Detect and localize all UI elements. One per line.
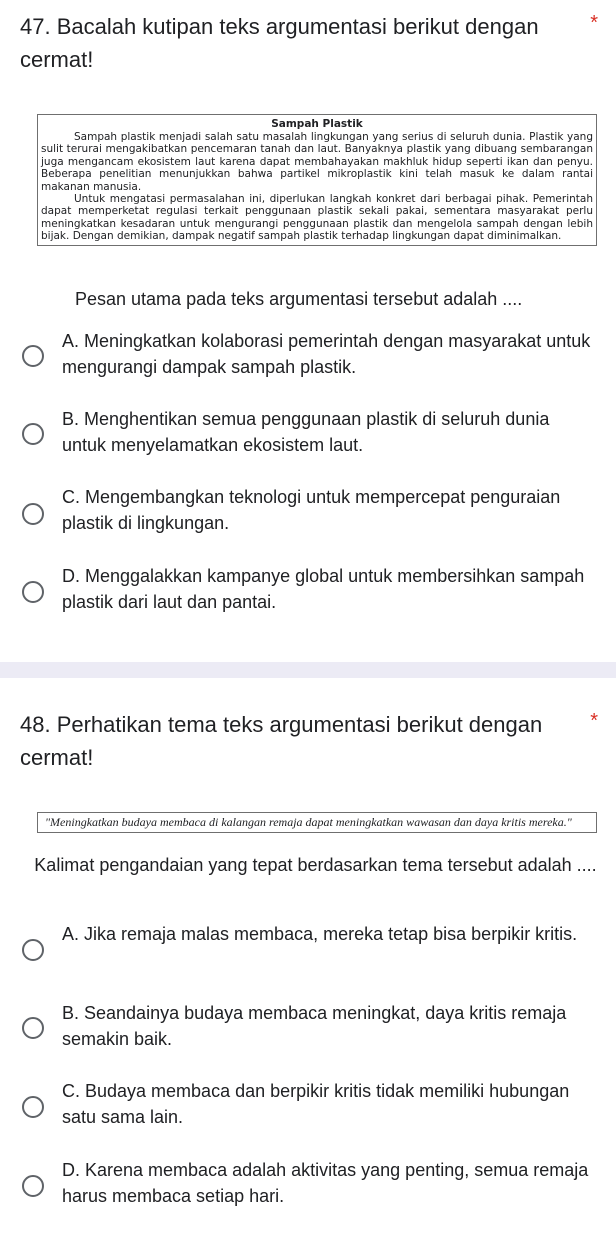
option-a[interactable] bbox=[0, 328, 616, 408]
question-prompt: Kalimat pengandaian yang tepat berdasarkan tema tersebut adalah .... bbox=[34, 855, 597, 875]
option-d[interactable] bbox=[0, 563, 616, 643]
question-prompt: Pesan utama pada teks argumentasi tersebut adalah .... bbox=[75, 289, 523, 309]
question-title: 47. Bacalah kutipan teks argumentasi berikut dengan cermat! bbox=[20, 14, 539, 72]
option-label: D. Karena membaca adalah aktivitas yang penting, semua remaja harus membaca setiap hari. bbox=[62, 1160, 589, 1206]
radio-circle-icon[interactable] bbox=[22, 939, 44, 961]
option-label: C. Budaya membaca dan berpikir kritis tidak memiliki hubungan satu sama lain. bbox=[62, 1081, 570, 1127]
radio-circle-icon[interactable] bbox=[22, 423, 44, 445]
passage-box bbox=[37, 114, 597, 246]
theme-quote-box bbox=[37, 812, 597, 833]
radio-circle-icon[interactable] bbox=[22, 345, 44, 367]
option-d[interactable] bbox=[0, 1157, 616, 1237]
option-label: A. Jika remaja malas membaca, mereka tetap bisa berpikir kritis. bbox=[62, 924, 578, 944]
option-label: A. Meningkatkan kolaborasi pemerintah dengan masyarakat untuk mengurangi dampak sampah plastik. bbox=[62, 331, 591, 377]
question-48 bbox=[0, 678, 616, 1252]
passage-paragraph: Sampah plastik menjadi salah satu masalah lingkungan yang serius di seluruh dunia. Plastik yang sulit terurai mengakibatkan pencemaran tanah dan laut. Banyaknya plastik yang dibuang sembarangan juga mengancam ekosistem laut karena dapat membahayakan makhluk hidup seperti ikan dan penyu. Beberapa penelitian menunjukkan bahwa partikel mikroplastik kini telah masuk ke dalam rantai makanan manusia. bbox=[41, 131, 593, 193]
radio-circle-icon[interactable] bbox=[22, 581, 44, 603]
option-label: D. Menggalakkan kampanye global untuk membersihkan sampah plastik dari laut dan pantai. bbox=[62, 566, 585, 612]
option-c[interactable] bbox=[0, 1078, 616, 1158]
required-asterisk: * bbox=[590, 12, 598, 34]
option-a[interactable] bbox=[0, 921, 616, 1001]
option-label: B. Seandainya budaya membaca meningkat, daya kritis remaja semakin baik. bbox=[62, 1003, 567, 1049]
question-title: 48. Perhatikan tema teks argumentasi berikut dengan cermat! bbox=[20, 712, 543, 770]
option-b[interactable] bbox=[0, 406, 616, 486]
required-asterisk: * bbox=[590, 710, 598, 732]
radio-circle-icon[interactable] bbox=[22, 1017, 44, 1039]
passage-paragraph: Untuk mengatasi permasalahan ini, diperlukan langkah konkret dari berbagai pihak. Pemerintah dapat memperketat regulasi terkait penggunaan plastik sekali pakai, sementara masyarakat perlu meningkatkan kesadaran untuk mengurangi penggunaan plastik dan mengelola sampah dengan lebih bijak. Dengan demikian, dampak negatif sampah plastik terhadap lingkungan dapat diminimalkan. bbox=[41, 193, 593, 243]
option-b[interactable] bbox=[0, 1000, 616, 1080]
option-label: B. Menghentikan semua penggunaan plastik di seluruh dunia untuk menyelamatkan ekosistem laut. bbox=[62, 409, 550, 455]
option-label: C. Mengembangkan teknologi untuk mempercepat penguraian plastik di lingkungan. bbox=[62, 487, 561, 533]
option-c[interactable] bbox=[0, 484, 616, 564]
radio-circle-icon[interactable] bbox=[22, 1175, 44, 1197]
passage-title: Sampah Plastik bbox=[271, 118, 363, 130]
section-divider bbox=[0, 662, 616, 678]
radio-circle-icon[interactable] bbox=[22, 1096, 44, 1118]
radio-circle-icon[interactable] bbox=[22, 503, 44, 525]
theme-quote: "Meningkatkan budaya membaca di kalangan remaja dapat meningkatkan wawasan dan daya kritis mereka." bbox=[45, 815, 572, 829]
